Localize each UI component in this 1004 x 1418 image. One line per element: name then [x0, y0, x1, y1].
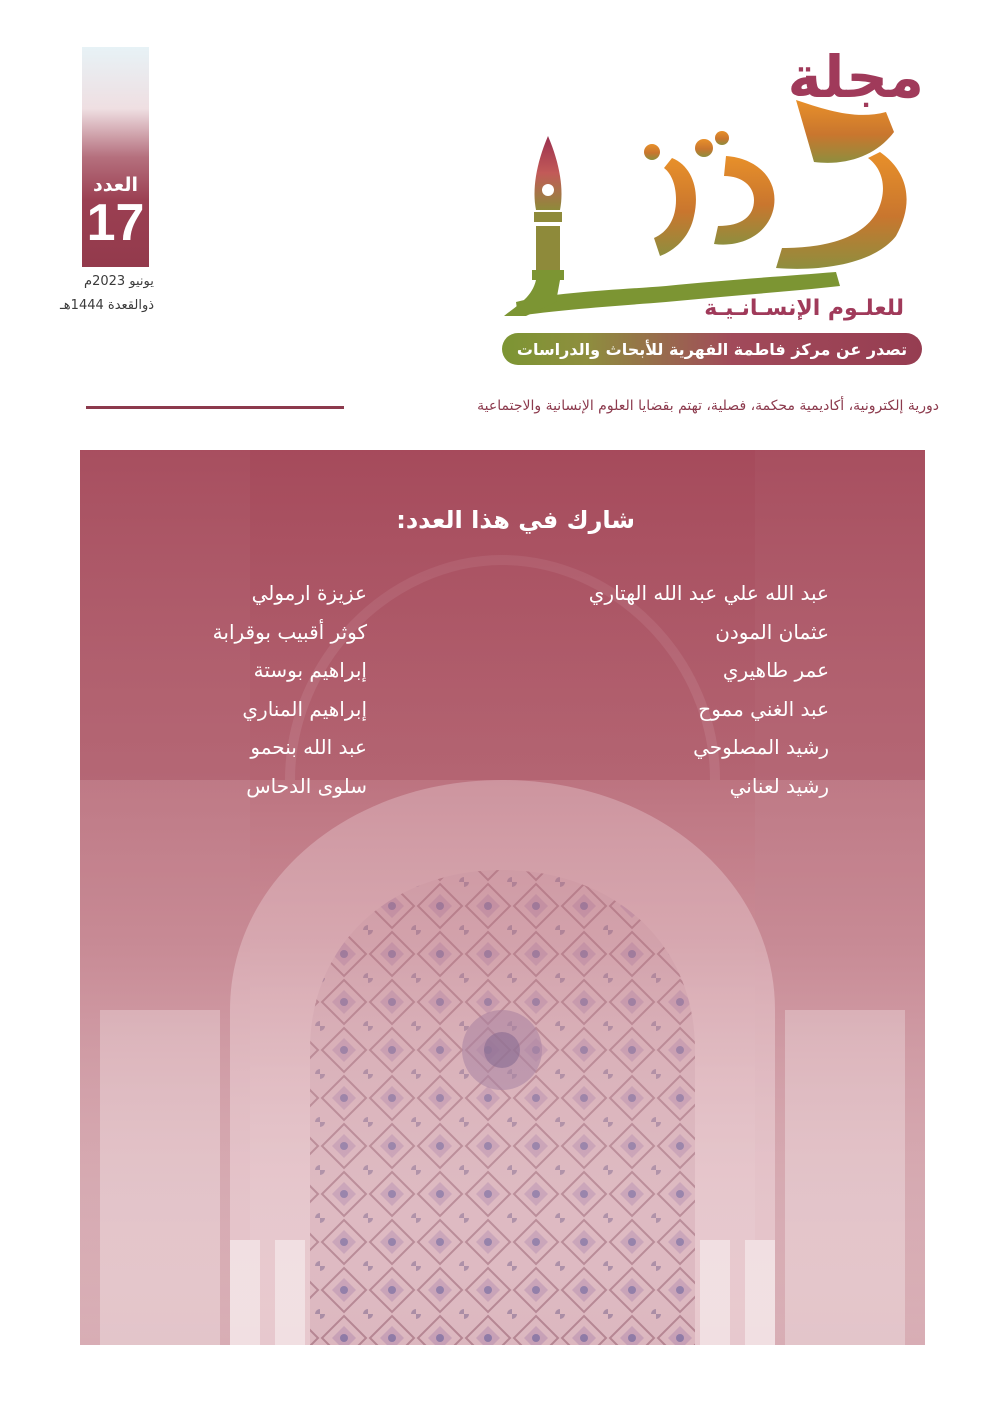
issue-badge [82, 47, 149, 267]
logo-subtitle: للعلـوم الإنسـانـيـة [704, 296, 904, 321]
contributor-name: إبراهيم المناري [242, 696, 367, 721]
contributor-name: رشيد المصلوحي [693, 735, 829, 759]
contributor-name: عبد الغني مموح [698, 696, 829, 721]
divider-line [86, 406, 344, 409]
contributor-name: إبراهيم بوستة [253, 658, 367, 682]
contributor-name: عمر طاهيري [722, 658, 829, 682]
issue-date-hijri: ذوالقعدة 1444هـ [60, 298, 155, 313]
contributors-list-left [213, 574, 367, 805]
contributor-name: كوثر أقبيب بوقرابة [212, 619, 367, 644]
issue-date-gregorian: يونيو 2023م [84, 274, 154, 289]
journal-tagline: دورية إلكترونية، أكاديمية محكمة، فصلية، تهتم بقضايا العلوم الإنسانية والاجتماعية [477, 398, 939, 414]
contributor-name: رشيد لعناني [729, 773, 829, 798]
contributors-list-right [589, 574, 829, 805]
contributor-name: عبد الله علي عبد الله الهتاري [588, 581, 829, 605]
publisher-banner: تصدر عن مركز فاطمة الفهرية للأبحاث والدراسات [502, 333, 922, 365]
logo-word-majalla: مجلة [787, 43, 924, 111]
contributors-panel [80, 450, 925, 1345]
contributor-name: عثمان المودن [715, 619, 829, 644]
journal-logo [496, 40, 936, 338]
contributor-name: عبد الله بنحمو [250, 735, 367, 759]
issue-number: 17 [86, 194, 145, 253]
fountain-pen-nib-icon [504, 136, 564, 316]
issue-label: العدد [92, 173, 139, 196]
contributor-name: سلوى الدحاس [246, 773, 367, 798]
logo-calligraphy [516, 100, 907, 316]
contributor-name: عزيزة ارمولي [251, 581, 367, 605]
contributors-heading: شارك في هذا العدد: [396, 506, 635, 534]
